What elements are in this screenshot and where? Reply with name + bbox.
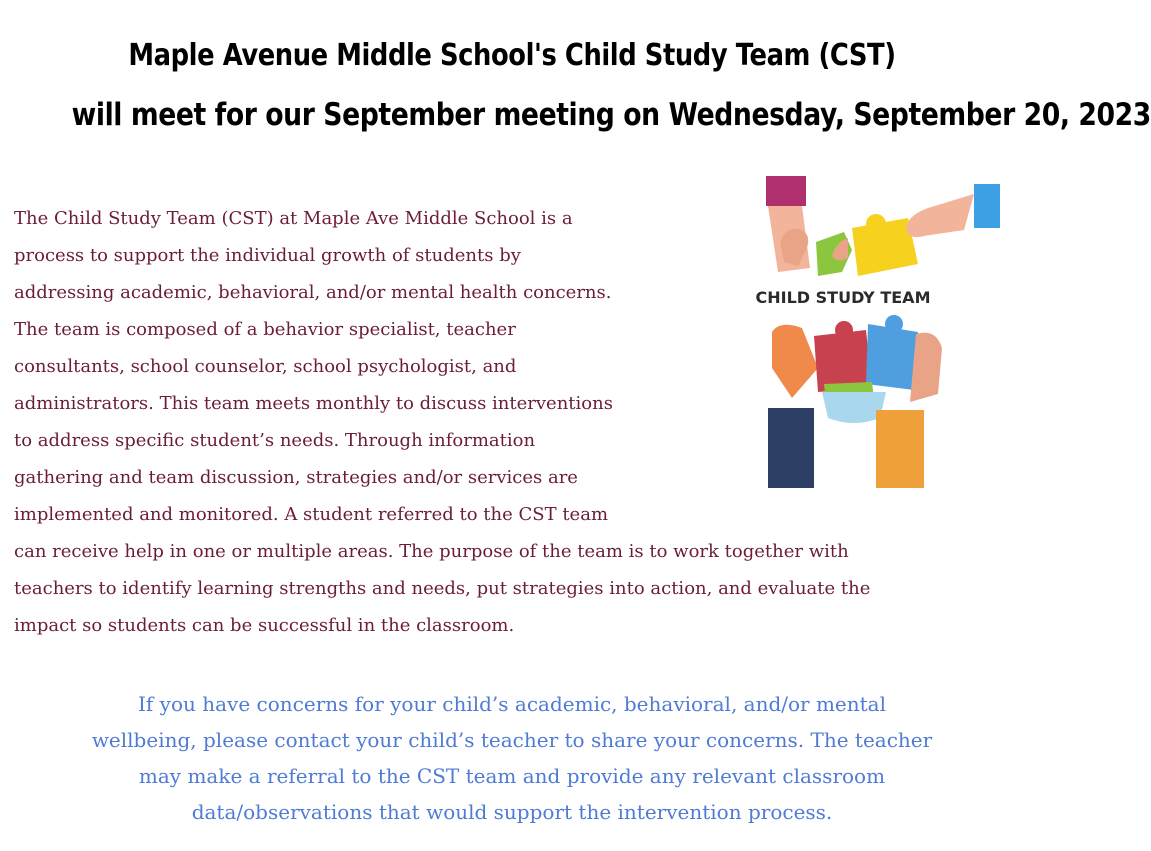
description-line: to address specific student’s needs. Through information	[14, 430, 536, 451]
child-study-team-graphic	[728, 172, 1008, 492]
description-line: implemented and monitored. A student referred to the CST team	[14, 504, 609, 525]
note-line: may make a referral to the CST team and provide any relevant classroom	[138, 764, 886, 788]
note-line: wellbeing, please contact your child’s teacher to share your concerns. The teacher	[91, 728, 933, 752]
description-line: impact so students can be successful in the classroom.	[14, 615, 515, 636]
description-line: administrators. This team meets monthly to discuss interventions	[14, 393, 613, 414]
headline-line-1: Maple Avenue Middle School's Child Study Team (CST)	[128, 38, 896, 73]
description-line: The team is composed of a behavior specialist, teacher	[14, 319, 516, 340]
graphic-title: CHILD STUDY TEAM	[755, 288, 931, 307]
note-line: data/observations that would support the intervention process.	[191, 800, 833, 824]
description-line: addressing academic, behavioral, and/or mental health concerns.	[14, 282, 612, 303]
description-line: The Child Study Team (CST) at Maple Ave Middle School is a	[14, 208, 573, 229]
description-line: process to support the individual growth of students by	[14, 245, 521, 266]
puzzle-hands-icon	[728, 172, 1008, 492]
headline-line-2: will meet for our September meeting on Wednesday, September 20, 2023	[71, 97, 1151, 133]
description-line: can receive help in one or multiple areas. The purpose of the team is to work together with	[14, 541, 849, 562]
description-line: gathering and team discussion, strategies and/or services are	[14, 467, 578, 488]
note-line: If you have concerns for your child’s academic, behavioral, and/or mental	[138, 692, 886, 716]
description-line: teachers to identify learning strengths and needs, put strategies into action, and evaluate the	[14, 578, 871, 599]
description-line: consultants, school counselor, school psychologist, and	[14, 356, 517, 377]
parent-concern-note	[0, 686, 1024, 830]
